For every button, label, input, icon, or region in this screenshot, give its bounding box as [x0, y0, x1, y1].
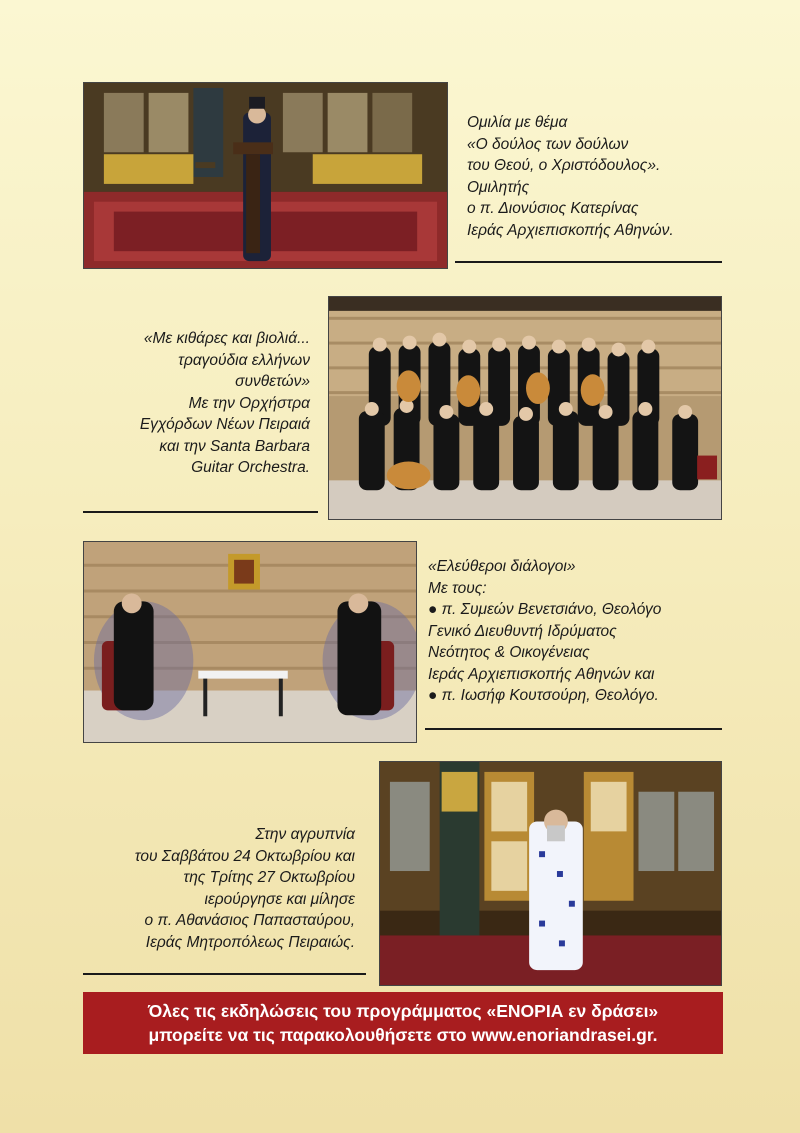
caption-line: Νεότητος & Οικογένειας	[428, 644, 590, 661]
caption-orchestra	[90, 328, 310, 479]
caption-line: ● π. Ιωσήφ Κουτσούρη, Θεολόγο.	[428, 687, 659, 704]
caption-line: του Θεού, ο Χριστόδουλος».	[467, 157, 661, 174]
footer-banner	[83, 992, 723, 1054]
photo-vigil	[379, 761, 722, 986]
photo-dialogue	[83, 541, 417, 743]
caption-dialogue	[428, 556, 661, 707]
caption-line: Ιεράς Αρχιεπισκοπής Αθηνών.	[467, 221, 674, 239]
caption-line: «Με κιθάρες και βιολιά...	[143, 330, 310, 347]
caption-line: Εγχόρδων Νέων Πειραιά	[139, 416, 310, 433]
caption-line: Ιεράς Αρχιεπισκοπής Αθηνών και	[428, 665, 655, 683]
divider-rule	[83, 973, 366, 975]
caption-line: συνθετών»	[235, 373, 310, 390]
caption-line: τραγούδια ελλήνων	[178, 351, 310, 369]
caption-line: Ομιλία με θέμα	[467, 114, 568, 131]
caption-line: ● π. Συμεών Βενετσιάνο, Θεολόγο	[428, 601, 662, 618]
caption-line: Με τους:	[428, 579, 487, 597]
caption-line: Ιεράς Μητροπόλεως Πειραιώς.	[145, 933, 355, 951]
photo-orchestra	[328, 296, 722, 520]
divider-rule	[455, 261, 722, 263]
caption-line: Γενικό Διευθυντή Ιδρύματος	[428, 622, 617, 640]
divider-rule	[425, 728, 722, 730]
photo-church-lecture	[83, 82, 448, 269]
divider-rule	[83, 511, 318, 513]
caption-vigil	[95, 824, 355, 953]
caption-line: ο π. Διονύσιος Κατερίνας	[467, 200, 639, 217]
caption-line: «Ο δούλος των δούλων	[467, 135, 629, 153]
caption-line: Στην αγρυπνία	[255, 826, 355, 843]
caption-line: του Σαββάτου 24 Οκτωβρίου και	[134, 847, 355, 865]
caption-line: Ομιλητής	[467, 178, 530, 196]
caption-line: ιερούργησε και μίλησε	[204, 890, 355, 908]
caption-line: και την Santa Barbara	[159, 437, 310, 455]
banner-line-2: μπορείτε να τις παρακολουθήσετε στο www.enoriandrasei.gr.	[148, 1025, 658, 1045]
banner-line-1: Όλες τις εκδηλώσεις του προγράμματος «ΕΝΟΡΙΑ εν δράσει»	[147, 1001, 659, 1021]
caption-lecture	[467, 112, 674, 241]
caption-line: Guitar Orchestra.	[191, 459, 310, 476]
caption-line: ο π. Αθανάσιος Παπασταύρου,	[144, 912, 355, 929]
caption-line: Με την Ορχήστρα	[188, 394, 310, 412]
caption-line: της Τρίτης 27 Οκτωβρίου	[183, 869, 355, 886]
caption-line: «Ελεύθεροι διάλογοι»	[428, 558, 576, 575]
